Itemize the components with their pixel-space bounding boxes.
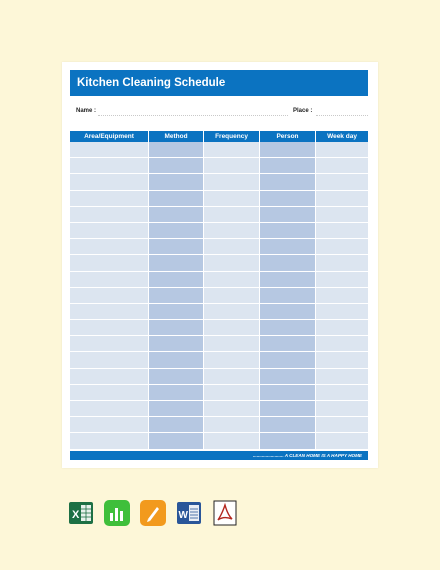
table-cell[interactable] <box>70 352 149 368</box>
table-cell[interactable] <box>260 272 316 288</box>
table-cell[interactable] <box>70 223 149 239</box>
table-cell[interactable] <box>70 255 149 271</box>
table-cell[interactable] <box>204 223 260 239</box>
table-row <box>70 207 368 223</box>
table-cell[interactable] <box>260 417 316 433</box>
pdf-icon[interactable] <box>212 500 238 526</box>
name-field-line <box>98 115 288 116</box>
table-cell[interactable] <box>260 369 316 385</box>
table-cell[interactable] <box>149 401 204 417</box>
table-cell[interactable] <box>316 288 368 304</box>
table-cell[interactable] <box>204 433 260 449</box>
table-cell[interactable] <box>260 320 316 336</box>
table-body <box>70 142 368 450</box>
table-cell[interactable] <box>204 352 260 368</box>
footer-slogan: ........................ A CLEAN HOME IS A HAPPY HOME <box>70 451 368 460</box>
table-cell[interactable] <box>70 174 149 190</box>
table-row <box>70 385 368 401</box>
table-cell[interactable] <box>316 401 368 417</box>
column-header-person: Person <box>260 131 316 142</box>
table-cell[interactable] <box>149 336 204 352</box>
table-cell[interactable] <box>70 158 149 174</box>
table-cell[interactable] <box>149 417 204 433</box>
table-row <box>70 223 368 239</box>
table-cell[interactable] <box>70 401 149 417</box>
table-cell[interactable] <box>149 288 204 304</box>
place-field-line <box>316 115 368 116</box>
table-cell[interactable] <box>260 239 316 255</box>
table-cell[interactable] <box>149 272 204 288</box>
table-cell[interactable] <box>149 191 204 207</box>
table-cell[interactable] <box>204 272 260 288</box>
table-row <box>70 239 368 255</box>
table-cell[interactable] <box>316 207 368 223</box>
table-cell[interactable] <box>316 191 368 207</box>
excel-icon[interactable] <box>68 500 94 526</box>
table-row <box>70 174 368 190</box>
table-cell[interactable] <box>316 158 368 174</box>
table-row <box>70 158 368 174</box>
table-cell[interactable] <box>70 433 149 449</box>
table-cell[interactable] <box>149 320 204 336</box>
table-cell[interactable] <box>204 255 260 271</box>
table-cell[interactable] <box>316 320 368 336</box>
table-cell[interactable] <box>316 142 368 158</box>
table-cell[interactable] <box>70 191 149 207</box>
table-cell[interactable] <box>70 320 149 336</box>
table-cell[interactable] <box>316 272 368 288</box>
numbers-icon[interactable] <box>104 500 130 526</box>
table-cell[interactable] <box>204 158 260 174</box>
table-cell[interactable] <box>70 369 149 385</box>
table-cell[interactable] <box>70 417 149 433</box>
table-cell[interactable] <box>149 223 204 239</box>
table-cell[interactable] <box>70 304 149 320</box>
table-row <box>70 401 368 417</box>
column-header-frequency: Frequency <box>204 131 260 142</box>
place-label: Place : <box>293 108 313 114</box>
table-cell[interactable] <box>316 304 368 320</box>
table-cell[interactable] <box>70 288 149 304</box>
column-header-area: Area/Equipment <box>70 131 149 142</box>
table-cell[interactable] <box>149 433 204 449</box>
table-cell[interactable] <box>149 142 204 158</box>
table-cell[interactable] <box>149 158 204 174</box>
table-row <box>70 417 368 433</box>
table-cell[interactable] <box>204 207 260 223</box>
table-cell[interactable] <box>70 142 149 158</box>
table-cell[interactable] <box>149 239 204 255</box>
table-row <box>70 336 368 352</box>
table-cell[interactable] <box>204 142 260 158</box>
table-cell[interactable] <box>204 417 260 433</box>
table-cell[interactable] <box>316 385 368 401</box>
table-cell[interactable] <box>260 207 316 223</box>
table-cell[interactable] <box>204 191 260 207</box>
table-cell[interactable] <box>149 304 204 320</box>
table-cell[interactable] <box>260 401 316 417</box>
table-cell[interactable] <box>316 174 368 190</box>
table-cell[interactable] <box>316 417 368 433</box>
table-cell[interactable] <box>204 174 260 190</box>
table-cell[interactable] <box>316 255 368 271</box>
table-row <box>70 320 368 336</box>
table-row <box>70 288 368 304</box>
table-row <box>70 369 368 385</box>
table-row <box>70 142 368 158</box>
table-cell[interactable] <box>316 336 368 352</box>
table-row <box>70 191 368 207</box>
table-row <box>70 255 368 271</box>
table-cell[interactable] <box>260 352 316 368</box>
word-icon[interactable] <box>176 500 202 526</box>
table-cell[interactable] <box>260 223 316 239</box>
table-cell[interactable] <box>204 239 260 255</box>
svg-text:X: X <box>72 509 80 521</box>
table-cell[interactable] <box>204 385 260 401</box>
schedule-table <box>70 131 368 450</box>
schedule-sheet <box>62 62 378 468</box>
table-cell[interactable] <box>70 239 149 255</box>
table-cell[interactable] <box>260 255 316 271</box>
table-cell[interactable] <box>260 158 316 174</box>
table-cell[interactable] <box>260 385 316 401</box>
table-cell[interactable] <box>260 433 316 449</box>
table-cell[interactable] <box>70 336 149 352</box>
format-icons <box>68 500 238 526</box>
pages-icon[interactable] <box>140 500 166 526</box>
table-cell[interactable] <box>260 142 316 158</box>
table-cell[interactable] <box>316 223 368 239</box>
table-cell[interactable] <box>149 352 204 368</box>
table-cell[interactable] <box>70 207 149 223</box>
table-cell[interactable] <box>149 174 204 190</box>
table-cell[interactable] <box>204 336 260 352</box>
document-title: Kitchen Cleaning Schedule <box>70 70 368 96</box>
table-row <box>70 272 368 288</box>
table-row <box>70 433 368 449</box>
table-row <box>70 352 368 368</box>
column-header-method: Method <box>149 131 204 142</box>
table-cell[interactable] <box>204 320 260 336</box>
table-cell[interactable] <box>70 385 149 401</box>
table-cell[interactable] <box>204 304 260 320</box>
table-cell[interactable] <box>316 433 368 449</box>
table-cell[interactable] <box>149 369 204 385</box>
table-cell[interactable] <box>149 255 204 271</box>
table-cell[interactable] <box>149 385 204 401</box>
name-label: Name : <box>76 108 97 114</box>
svg-text:W: W <box>178 510 188 521</box>
table-cell[interactable] <box>260 191 316 207</box>
table-cell[interactable] <box>204 369 260 385</box>
table-header <box>70 131 368 142</box>
table-cell[interactable] <box>260 336 316 352</box>
table-cell[interactable] <box>260 174 316 190</box>
table-cell[interactable] <box>316 369 368 385</box>
column-header-weekday: Week day <box>327 133 357 140</box>
table-cell[interactable] <box>316 352 368 368</box>
table-cell[interactable] <box>316 239 368 255</box>
table-cell[interactable] <box>260 288 316 304</box>
table-cell[interactable] <box>204 288 260 304</box>
table-row <box>70 304 368 320</box>
table-cell[interactable] <box>70 272 149 288</box>
table-cell[interactable] <box>149 207 204 223</box>
table-cell[interactable] <box>260 304 316 320</box>
table-cell[interactable] <box>204 401 260 417</box>
